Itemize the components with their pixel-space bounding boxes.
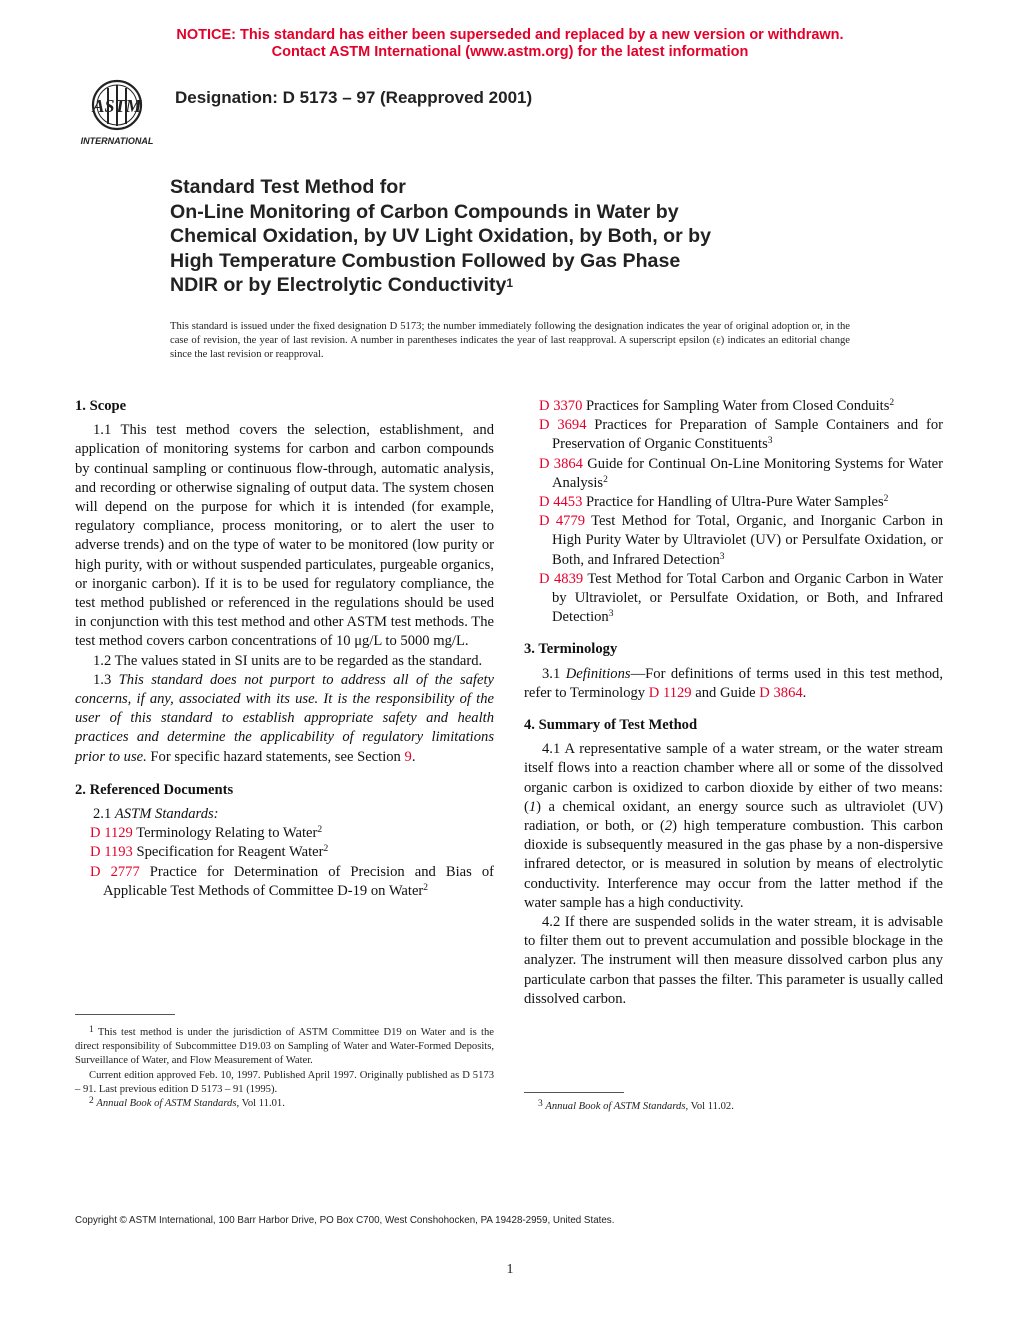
ref-link-d2777[interactable]: D 2777	[90, 863, 140, 880]
title-line-1: Standard Test Method for	[170, 176, 406, 198]
terminology-heading: 3. Terminology	[524, 641, 618, 658]
ref-link-d4779[interactable]: D 4779	[539, 513, 586, 530]
ref-title-d4839: Test Method for Total Carbon and Organic Carbon in Water by Ultraviolet, or Persulfate Oxidation, or Both, and Infrared Detection	[552, 570, 943, 626]
footnote-1-mark: 1	[89, 1025, 94, 1035]
section-9-link[interactable]: 9	[404, 748, 412, 765]
terminology-link-d1129[interactable]: D 1129	[648, 684, 692, 701]
left-footnotes	[75, 1026, 494, 1111]
title-line-5	[170, 273, 930, 298]
document-title	[170, 175, 930, 298]
ref-link-d1129[interactable]: D 1129	[90, 825, 133, 842]
left-footnote-rule	[75, 1014, 175, 1015]
astm-standards-number: 2.1	[93, 806, 115, 823]
ref-item-d3370	[524, 397, 943, 416]
summary-paragraph-2: 4.2 If there are suspended solids in the water stream, it is advisable to filter them out to prevent accumulation and possible blockage in the analyzer. The instrument will then measure dissolved carbon plus any particulate carbon that passes the filter. This parameter is usually called dissolved carbon.	[524, 914, 943, 1007]
astm-standards-label	[75, 805, 494, 824]
footnote-2-tail: , Vol 11.01.	[236, 1098, 285, 1110]
logo-caption: INTERNATIONAL	[80, 136, 154, 146]
notice-line-2: Contact ASTM International (www.astm.org) for the latest information	[271, 44, 749, 60]
ref-title-d3864: Guide for Continual On-Line Monitoring Systems for Water Analysis	[552, 455, 943, 491]
scope-p3-number: 1.3	[93, 671, 119, 688]
issuance-statement: This standard is issued under the fixed designation D 5173; the number immediately following the designation indicates the year of original adoption or, in the case of revision, the year of last revision. A number in parentheses indicates the year of last reapproval. A superscript epsilon (ε) indicates an editorial change since the last revision or reapproval.	[170, 321, 850, 361]
scope-paragraph-2: 1.2 The values stated in SI units are to be regarded as the standard.	[93, 652, 483, 669]
title-line-5-text: NDIR or by Electrolytic Conductivity	[170, 274, 507, 296]
ref-item-d2777	[75, 863, 494, 901]
footnote-1b: Current edition approved Feb. 10, 1997. Published April 1997. Originally published as D 5173 – 91. Last previous edition D 5173 – 91 (1995).	[75, 1069, 494, 1095]
ref-item-d1129	[75, 824, 494, 843]
ref-item-d4779	[524, 512, 943, 570]
footnote-3-tail: , Vol 11.02.	[685, 1101, 734, 1112]
ref-footnote-d1129: 2	[317, 825, 323, 836]
left-column	[75, 397, 494, 901]
astm-standards-text: ASTM Standards:	[114, 806, 219, 823]
page-number: 1	[506, 1262, 514, 1277]
ref-footnote-d3370: 2	[889, 398, 895, 408]
footnote-2	[75, 1097, 494, 1111]
footnote-1	[75, 1026, 494, 1069]
ref-footnote-d3694: 3	[767, 436, 773, 447]
referenced-documents-heading: 2. Referenced Documents	[75, 781, 234, 798]
terminology-text-3: .	[802, 684, 807, 701]
withdrawal-notice	[0, 27, 1020, 61]
ref-item-d4839	[524, 570, 943, 628]
summary-p1-b: ) a chemical oxidant, an energy source such as ultraviolet (UV) radiation, or both, or (	[524, 798, 943, 835]
ref-item-d1193	[75, 843, 494, 862]
summary-p1-a: 4.1 A representative sample of a water stream, or the water stream itself flows into a reaction chamber where all or some of the dissolved organic carbon is oxidized to carbon dioxide by either of two means: (	[524, 741, 943, 815]
ref-title-d3694: Practices for Preparation of Sample Containers and for Preservation of Organic Constituents	[552, 417, 943, 453]
ref-link-d3370[interactable]: D 3370	[539, 398, 583, 414]
ref-footnote-d4839: 3	[608, 609, 614, 620]
summary-heading: 4. Summary of Test Method	[524, 717, 698, 734]
footnote-3-italic: Annual Book of ASTM Standards	[545, 1101, 686, 1112]
footnote-2-italic: Annual Book of ASTM Standards	[96, 1098, 237, 1110]
scope-paragraph-3	[75, 671, 494, 767]
title-line-4: High Temperature Combustion Followed by Gas Phase	[170, 249, 681, 272]
scope-p3-safety-text: This standard does not purport to address all of the safety concerns, if any, associated with its use. It is the responsibility of the user of this standard to establish appropriate safety and health practices and determine the applicability of regulatory limitations prior to use.	[75, 671, 494, 765]
ref-title-d4453: Practice for Handling of Ultra-Pure Water Samples	[582, 494, 884, 511]
astm-logo-icon	[72, 76, 162, 148]
right-column	[524, 397, 943, 1009]
ref-item-d4453	[524, 493, 943, 512]
ref-link-d4839[interactable]: D 4839	[539, 570, 584, 587]
ref-item-d3694	[524, 416, 943, 454]
ref-title-d3370: Practices for Sampling Water from Closed Conduits	[582, 398, 890, 414]
footnote-2-mark: 2	[89, 1096, 94, 1107]
terminology-paragraph	[524, 665, 943, 703]
scope-paragraph-1: 1.1 This test method covers the selection, establishment, and application of monitoring systems for carbon and carbon compounds by continual sampling or continuous flow-through, automatic analysis, and recording or otherwise signaling of output data. The system chosen will depend on the purpose for which it is intended (for example, regulatory compliance, process monitoring, or to alert the user to adverse trends) and on the type of water to be monitored (low purity or high purity, with or without suspended particulates, purgeable organics, or inorganic carbon). If it is to be used for regulatory compliance, the test method published or referenced in the regulations should be used in conjunction with this test method and other ASTM test methods. The test method covers carbon concentrations of 10 μg/L to 5000 mg/L.	[75, 422, 494, 650]
terminology-text-1: —For definitions of terms used in this test method, refer to Terminology	[524, 665, 943, 701]
terminology-number: 3.1	[542, 665, 566, 682]
summary-p1-item-2: 2	[664, 818, 673, 835]
ref-link-d3864[interactable]: D 3864	[539, 455, 583, 472]
title-line-3: Chemical Oxidation, by UV Light Oxidation, by Both, or by	[170, 225, 712, 247]
copyright-line: Copyright © ASTM International, 100 Barr Harbor Drive, PO Box C700, West Conshohocken, PA 19428-2959, United States.	[75, 1215, 615, 1226]
summary-p1-item-1: 1	[528, 798, 537, 815]
terminology-link-d3864[interactable]: D 3864	[759, 684, 803, 701]
ref-footnote-d2777: 2	[423, 882, 429, 893]
title-footnote-mark[interactable]: 1	[506, 276, 514, 290]
summary-paragraph-1	[524, 740, 943, 913]
scope-p3-end: .	[411, 748, 416, 765]
footnote-3-mark: 3	[538, 1099, 543, 1109]
designation: Designation: D 5173 – 97 (Reapproved 2001)	[175, 88, 533, 107]
ref-link-d3694[interactable]: D 3694	[539, 417, 587, 434]
title-line-2: On-Line Monitoring of Carbon Compounds in Water by	[170, 200, 679, 223]
ref-footnote-d1193: 2	[323, 844, 329, 855]
notice-line-1: NOTICE: This standard has either been superseded and replaced by a new version or withdrawn.	[176, 27, 844, 43]
scope-heading: 1. Scope	[75, 398, 127, 414]
terminology-definitions-label: Definitions	[565, 665, 631, 682]
ref-link-d4453[interactable]: D 4453	[539, 494, 583, 511]
right-footnote-rule	[524, 1092, 624, 1093]
summary-p1-c: ) high temperature combustion. This carbon dioxide is subsequently measured in the gas phase by a non-dispersive infrared detector, or is measured in solution by means of electrolytic conductivity. Interference may occur from the latter method if the water sample has a high conductivity.	[524, 818, 943, 911]
ref-link-d1193[interactable]: D 1193	[90, 844, 133, 861]
astm-logo	[72, 76, 162, 148]
ref-footnote-d4453: 2	[883, 494, 889, 505]
ref-title-d1129: Terminology Relating to Water	[132, 825, 318, 842]
ref-title-d2777: Practice for Determination of Precision and Bias of Applicable Test Methods of Committee D-19 on Water	[103, 863, 494, 899]
right-footnotes	[524, 1100, 943, 1114]
terminology-text-2: and Guide	[691, 684, 760, 701]
footnote-3	[524, 1100, 943, 1114]
ref-title-d4779: Test Method for Total, Organic, and Inorganic Carbon in High Purity Water by Ultraviolet (UV) or Persulfate Oxidation, or Both, and Infrared Detection	[552, 513, 943, 568]
ref-footnote-d3864: 2	[603, 474, 608, 485]
footnote-1-text: This test method is under the jurisdiction of ASTM Committee D19 on Water and is the direct responsibility of Subcommittee D19.03 on Sampling of Water and Water-Formed Deposits, Surveillance of Water, and Flow Measurement of Water.	[75, 1027, 494, 1067]
scope-p3-tail: For specific hazard statements, see Section	[146, 748, 405, 765]
ref-item-d3864	[524, 455, 943, 493]
ref-footnote-d4779: 3	[719, 551, 725, 562]
ref-title-d1193: Specification for Reagent Water	[132, 844, 324, 861]
logo-letters: ASTM	[92, 96, 142, 116]
